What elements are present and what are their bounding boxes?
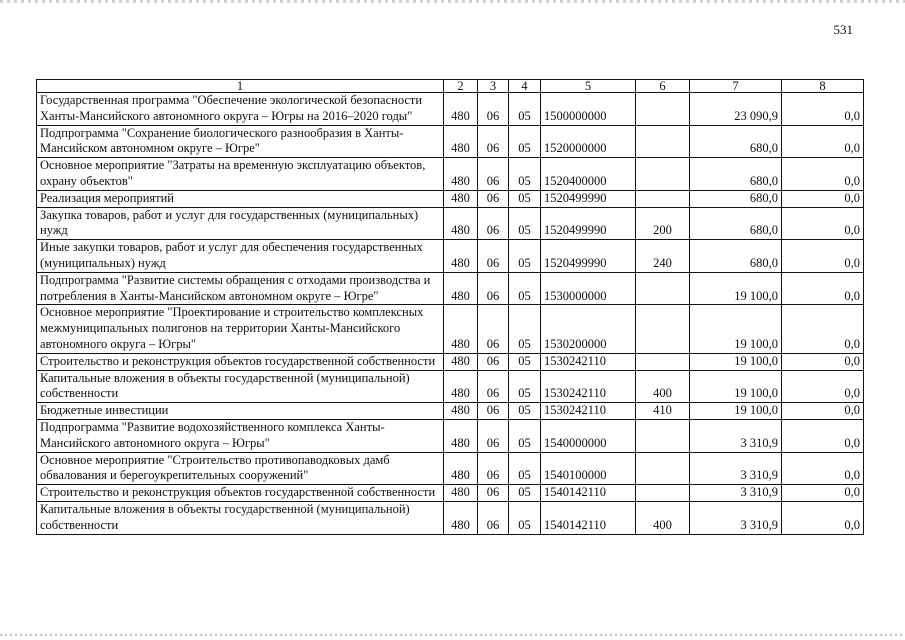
amount-cell-2: 0,0 [782, 501, 864, 534]
amount-cell-2: 0,0 [782, 370, 864, 403]
amount-cell: 3 310,9 [690, 501, 782, 534]
amount-cell: 19 100,0 [690, 370, 782, 403]
code-admin-cell: 480 [444, 501, 478, 534]
expense-type-cell [636, 419, 690, 452]
row-name-cell: Иные закупки товаров, работ и услуг для обеспечения государственных (муниципальных) нужд [37, 240, 444, 273]
amount-cell: 680,0 [690, 240, 782, 273]
section-cell: 06 [478, 190, 509, 207]
column-header: 2 [444, 80, 478, 93]
amount-cell-2: 0,0 [782, 485, 864, 502]
row-name-cell: Подпрограмма "Развитие системы обращения с отходами производства и потребления в Ханты-Мансийском автономном округе – Югре" [37, 272, 444, 305]
row-name-cell: Капитальные вложения в объекты государственной (муниципальной) собственности [37, 501, 444, 534]
amount-cell: 19 100,0 [690, 403, 782, 420]
section-cell: 06 [478, 207, 509, 240]
expense-type-cell [636, 305, 690, 353]
column-header: 6 [636, 80, 690, 93]
code-admin-cell: 480 [444, 125, 478, 158]
section-cell: 06 [478, 452, 509, 485]
target-article-cell: 1540000000 [541, 419, 636, 452]
amount-cell-2: 0,0 [782, 272, 864, 305]
column-header: 8 [782, 80, 864, 93]
code-admin-cell: 480 [444, 419, 478, 452]
amount-cell-2: 0,0 [782, 207, 864, 240]
target-article-cell: 1520400000 [541, 158, 636, 191]
target-article-cell: 1530242110 [541, 403, 636, 420]
section-cell: 06 [478, 125, 509, 158]
expense-type-cell [636, 158, 690, 191]
scan-bottom-edge [0, 634, 905, 636]
section-cell: 06 [478, 240, 509, 273]
subsection-cell: 05 [509, 501, 541, 534]
amount-cell: 3 310,9 [690, 485, 782, 502]
expense-type-cell [636, 452, 690, 485]
header-row [37, 80, 864, 93]
target-article-cell: 1540100000 [541, 452, 636, 485]
subsection-cell: 05 [509, 485, 541, 502]
subsection-cell: 05 [509, 125, 541, 158]
target-article-cell: 1540142110 [541, 485, 636, 502]
target-article-cell: 1530200000 [541, 305, 636, 353]
amount-cell-2: 0,0 [782, 419, 864, 452]
row-name-cell: Реализация мероприятий [37, 190, 444, 207]
subsection-cell: 05 [509, 158, 541, 191]
code-admin-cell: 480 [444, 240, 478, 273]
row-name-cell: Основное мероприятие "Строительство противопаводковых дамб обвалования и берегоукрепительных сооружений" [37, 452, 444, 485]
subsection-cell: 05 [509, 207, 541, 240]
table-row [37, 125, 864, 158]
amount-cell: 19 100,0 [690, 305, 782, 353]
table-row [37, 501, 864, 534]
subsection-cell: 05 [509, 305, 541, 353]
section-cell: 06 [478, 501, 509, 534]
expense-type-cell [636, 190, 690, 207]
table-row [37, 452, 864, 485]
amount-cell-2: 0,0 [782, 240, 864, 273]
expense-type-cell: 410 [636, 403, 690, 420]
expense-type-cell [636, 93, 690, 126]
code-admin-cell: 480 [444, 370, 478, 403]
row-name-cell: Капитальные вложения в объекты государственной (муниципальной) собственности [37, 370, 444, 403]
amount-cell: 680,0 [690, 158, 782, 191]
expense-type-cell: 240 [636, 240, 690, 273]
amount-cell: 680,0 [690, 207, 782, 240]
expense-type-cell: 400 [636, 501, 690, 534]
subsection-cell: 05 [509, 240, 541, 273]
subsection-cell: 05 [509, 452, 541, 485]
target-article-cell: 1520000000 [541, 125, 636, 158]
subsection-cell: 05 [509, 272, 541, 305]
amount-cell-2: 0,0 [782, 305, 864, 353]
code-admin-cell: 480 [444, 158, 478, 191]
amount-cell: 23 090,9 [690, 93, 782, 126]
column-header: 4 [509, 80, 541, 93]
row-name-cell: Основное мероприятие "Проектирование и строительство комплексных межмуниципальных полигонов на территории Ханты-Мансийского автономного округа – Югры" [37, 305, 444, 353]
amount-cell-2: 0,0 [782, 190, 864, 207]
code-admin-cell: 480 [444, 353, 478, 370]
section-cell: 06 [478, 403, 509, 420]
target-article-cell: 1530242110 [541, 370, 636, 403]
row-name-cell: Государственная программа "Обеспечение экологической безопасности Ханты-Мансийского автономного округа – Югры на 2016–2020 годы" [37, 93, 444, 126]
table-row [37, 272, 864, 305]
amount-cell: 680,0 [690, 190, 782, 207]
amount-cell: 3 310,9 [690, 419, 782, 452]
code-admin-cell: 480 [444, 190, 478, 207]
subsection-cell: 05 [509, 403, 541, 420]
amount-cell: 3 310,9 [690, 452, 782, 485]
section-cell: 06 [478, 485, 509, 502]
target-article-cell: 1520499990 [541, 207, 636, 240]
section-cell: 06 [478, 419, 509, 452]
expense-type-cell: 200 [636, 207, 690, 240]
table-row [37, 207, 864, 240]
target-article-cell: 1500000000 [541, 93, 636, 126]
table-row [37, 403, 864, 420]
row-name-cell: Бюджетные инвестиции [37, 403, 444, 420]
amount-cell: 19 100,0 [690, 272, 782, 305]
subsection-cell: 05 [509, 190, 541, 207]
row-name-cell: Основное мероприятие "Затраты на временную эксплуатацию объектов, охрану объектов" [37, 158, 444, 191]
target-article-cell: 1520499990 [541, 240, 636, 273]
amount-cell-2: 0,0 [782, 353, 864, 370]
table-row [37, 158, 864, 191]
amount-cell-2: 0,0 [782, 125, 864, 158]
code-admin-cell: 480 [444, 403, 478, 420]
expense-type-cell [636, 125, 690, 158]
column-header: 1 [37, 80, 444, 93]
column-header: 3 [478, 80, 509, 93]
code-admin-cell: 480 [444, 305, 478, 353]
amount-cell-2: 0,0 [782, 158, 864, 191]
table-row [37, 240, 864, 273]
target-article-cell: 1540142110 [541, 501, 636, 534]
table-row [37, 419, 864, 452]
row-name-cell: Строительство и реконструкция объектов государственной собственности [37, 353, 444, 370]
code-admin-cell: 480 [444, 93, 478, 126]
column-header: 5 [541, 80, 636, 93]
table-row [37, 370, 864, 403]
code-admin-cell: 480 [444, 452, 478, 485]
amount-cell: 680,0 [690, 125, 782, 158]
table-row [37, 305, 864, 353]
expense-type-cell: 400 [636, 370, 690, 403]
page-number: 531 [833, 22, 853, 37]
table-row [37, 353, 864, 370]
section-cell: 06 [478, 305, 509, 353]
section-cell: 06 [478, 353, 509, 370]
scan-top-edge [0, 0, 905, 3]
expense-type-cell [636, 353, 690, 370]
target-article-cell: 1530000000 [541, 272, 636, 305]
expense-type-cell [636, 485, 690, 502]
subsection-cell: 05 [509, 419, 541, 452]
table-row [37, 93, 864, 126]
expense-type-cell [636, 272, 690, 305]
column-header: 7 [690, 80, 782, 93]
target-article-cell: 1530242110 [541, 353, 636, 370]
row-name-cell: Подпрограмма "Развитие водохозяйственного комплекса Ханты-Мансийского автономного округа – Югры" [37, 419, 444, 452]
subsection-cell: 05 [509, 93, 541, 126]
section-cell: 06 [478, 272, 509, 305]
table-body [37, 93, 864, 535]
section-cell: 06 [478, 93, 509, 126]
table-row [37, 485, 864, 502]
section-cell: 06 [478, 370, 509, 403]
table-row [37, 190, 864, 207]
subsection-cell: 05 [509, 353, 541, 370]
code-admin-cell: 480 [444, 207, 478, 240]
amount-cell-2: 0,0 [782, 452, 864, 485]
budget-table [36, 79, 864, 535]
amount-cell-2: 0,0 [782, 93, 864, 126]
code-admin-cell: 480 [444, 272, 478, 305]
row-name-cell: Строительство и реконструкция объектов государственной собственности [37, 485, 444, 502]
row-name-cell: Закупка товаров, работ и услуг для государственных (муниципальных) нужд [37, 207, 444, 240]
amount-cell: 19 100,0 [690, 353, 782, 370]
section-cell: 06 [478, 158, 509, 191]
target-article-cell: 1520499990 [541, 190, 636, 207]
row-name-cell: Подпрограмма "Сохранение биологического разнообразия в Ханты-Мансийском автономном округе – Югре" [37, 125, 444, 158]
amount-cell-2: 0,0 [782, 403, 864, 420]
subsection-cell: 05 [509, 370, 541, 403]
code-admin-cell: 480 [444, 485, 478, 502]
